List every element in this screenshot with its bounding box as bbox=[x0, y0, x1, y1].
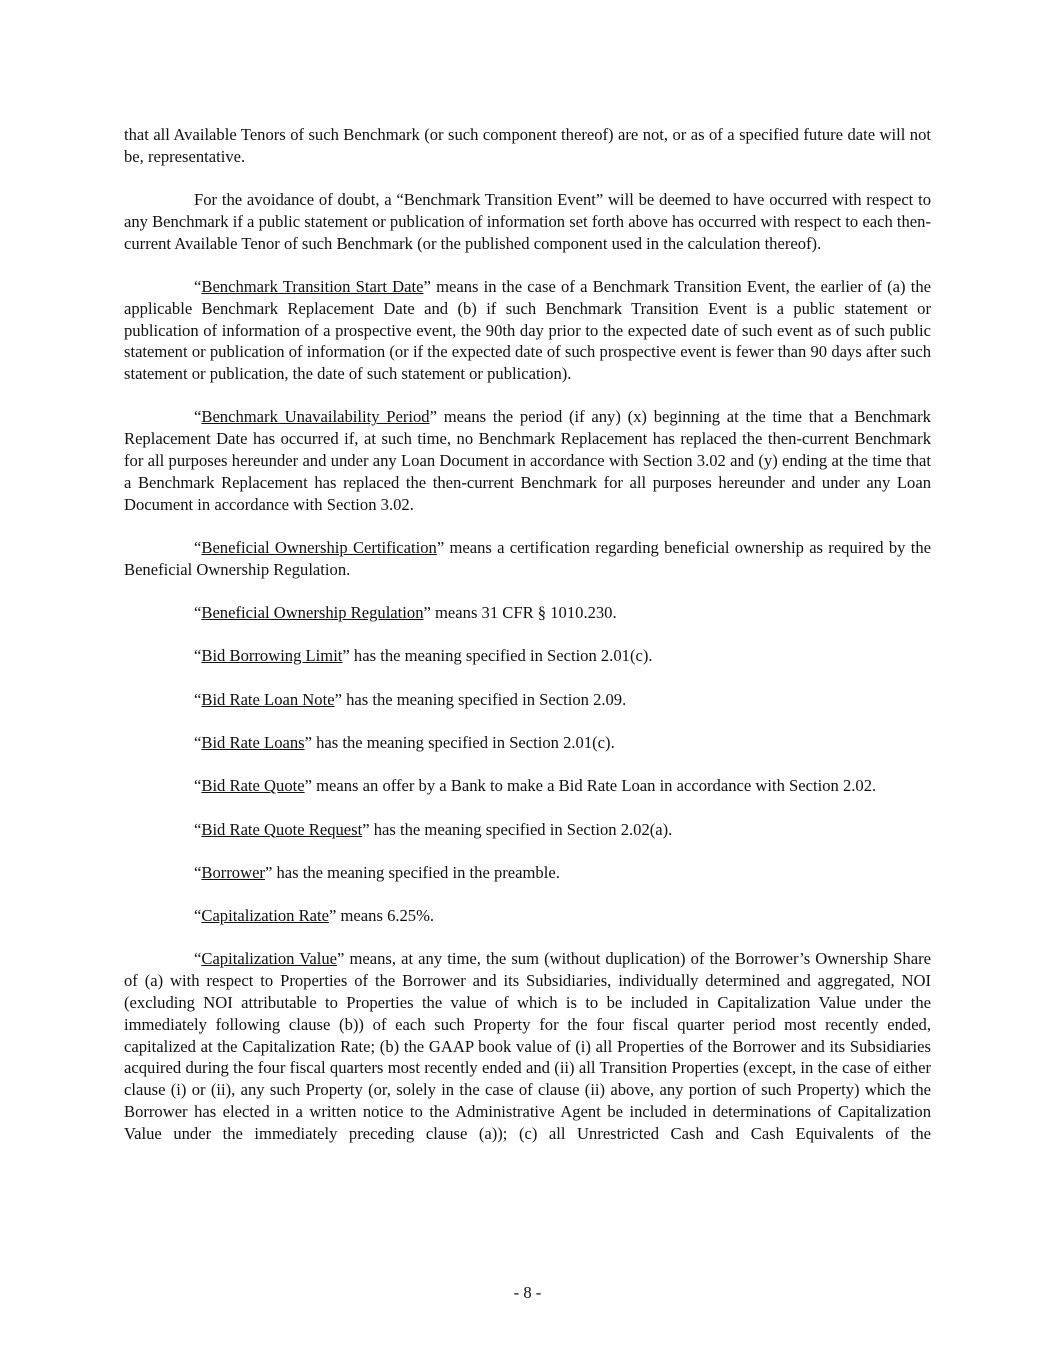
definition-beneficial-ownership-certification: “Beneficial Ownership Certification” means a certification regarding beneficial ownership as required by the Beneficial Ownership Regulation. bbox=[124, 537, 932, 579]
defined-term: Capitalization Rate bbox=[201, 906, 330, 926]
definition-benchmark-transition-start-date: “Benchmark Transition Start Date” means in the case of a Benchmark Transition Event, the earlier of (a) the applicable Benchmark Replacement Date and (b) if such Benchmark Transition Event is a public statement or publication of information of a prospective event, the 90th day prior to the expected date of such event as of such public statement or publication of information (or if the expected date of such prospective event is fewer than 90 days after such statement or publication, the date of such statement or publication). bbox=[124, 276, 931, 384]
defined-term: Bid Borrowing Limit bbox=[201, 646, 343, 666]
defined-term: Bid Rate Loan Note bbox=[201, 689, 335, 709]
definition-bid-rate-quote: “Bid Rate Quote” means an offer by a Bank to make a Bid Rate Loan in accordance with Section 2.02. bbox=[194, 776, 877, 796]
document-body bbox=[124, 124, 931, 1166]
defined-term: Bid Rate Quote bbox=[201, 776, 305, 796]
definition-beneficial-ownership-regulation: “Beneficial Ownership Regulation” means 31 CFR § 1010.230. bbox=[194, 603, 617, 623]
definition-bid-rate-quote-request: “Bid Rate Quote Request” has the meaning specified in Section 2.02(a). bbox=[194, 819, 673, 839]
defined-term: Beneficial Ownership Certification bbox=[201, 537, 437, 557]
definition-borrower: “Borrower” has the meaning specified in the preamble. bbox=[194, 862, 560, 882]
defined-term: Benchmark Unavailability Period bbox=[201, 407, 430, 427]
defined-term: Benchmark Transition Start Date bbox=[201, 276, 424, 296]
definition-capitalization-rate: “Capitalization Rate” means 6.25%. bbox=[194, 906, 435, 926]
page-number: - 8 - bbox=[513, 1283, 542, 1302]
definition-benchmark-unavailability-period: “Benchmark Unavailability Period” means the period (if any) (x) beginning at the time that a Benchmark Replacement Date has occurred if, at such time, no Benchmark Replacement has replaced the then-current Benchmark for all purposes hereunder and under any Loan Document in accordance with Section 3.02 and (y) ending at the time that a Benchmark Replacement has replaced the then-current Benchmark for all purposes hereunder and under any Loan Document in accordance with Section 3.02. bbox=[124, 407, 931, 514]
definition-bid-rate-loans: “Bid Rate Loans” has the meaning specified in Section 2.01(c). bbox=[194, 732, 615, 752]
defined-term: Beneficial Ownership Regulation bbox=[201, 603, 424, 623]
defined-term: Bid Rate Loans bbox=[201, 732, 305, 752]
paragraph-continuation: that all Available Tenors of such Benchmark (or such component thereof) are not, or as of a specified future date will not be, representative. bbox=[124, 125, 931, 166]
definition-capitalization-value: “Capitalization Value” means, at any time, the sum (without duplication) of the Borrower’s Ownership Share of (a) with respect to Properties of the Borrower and its Subsidiaries, individually determined and aggregated, NOI (excluding NOI attributable to Properties the value of which is to be included in Capitalization Value under the immediately following clause (b)) of each such Property for the four fiscal quarter period most recently ended, capitalized at the Capitalization Rate; (b) the GAAP book value of (i) all Properties of the Borrower and its Subsidiaries acquired during the four fiscal quarters most recently ended and (ii) all Transition Properties (except, in the case of either clause (i) or (ii), any such Property (or, solely in the case of clause (ii) above, any portion of such Property) which the Borrower has elected in a written notice to the Administrative Agent be included in determinations of Capitalization Value under the immediately preceding clause (a)); (c) all Unrestricted Cash and Cash Equivalents of the bbox=[124, 949, 931, 1143]
defined-term: Capitalization Value bbox=[201, 949, 338, 969]
defined-term: Borrower bbox=[201, 862, 265, 882]
definition-bid-rate-loan-note: “Bid Rate Loan Note” has the meaning specified in Section 2.09. bbox=[194, 689, 627, 709]
paragraph-avoidance-of-doubt: For the avoidance of doubt, a “Benchmark Transition Event” will be deemed to have occurred with respect to any Benchmark if a public statement or publication of information set forth above has occurred with respect to each then-current Available Tenor of such Benchmark (or the published component used in the calculation thereof). bbox=[124, 190, 931, 253]
defined-term: Bid Rate Quote Request bbox=[201, 819, 363, 839]
definition-bid-borrowing-limit: “Bid Borrowing Limit” has the meaning specified in Section 2.01(c). bbox=[194, 646, 653, 666]
